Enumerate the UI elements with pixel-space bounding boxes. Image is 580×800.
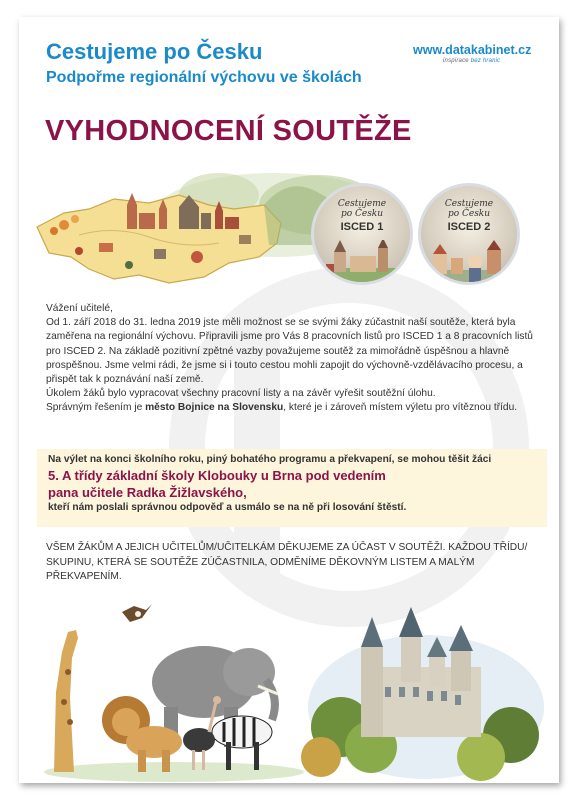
hero-illustration <box>19 165 559 310</box>
badge-isced-2[interactable] <box>418 183 520 285</box>
intro-paragraph: Od 1. září 2018 do 31. ledna 2019 jste měli možnost se se svými žáky zúčastnit naší soutěže, která byla zaměřena na regionální výchovu. Připravili jsme pro Vás 8 pracovních listů pro ISCED 1 a 8 pracovních listů pro ISCED 2. Na základě pozitivní zpětné vazby považujeme soutěž za mimořádně úspěšnou a hlavně prospěšnou. Jsme velmi rádi, že jsme si i touto cestou mohli zapojit do výchovně-vzdělávacího procesu, a přispět tak k poznávání naší země. <box>46 317 533 386</box>
badge-1-level: ISCED 1 <box>340 221 384 233</box>
solution-text-2: , které je i zároveň místem výletu pro vítěznou třídu. <box>283 402 518 414</box>
page-subtitle: Podpořme regionální výchovu ve školách <box>46 69 362 86</box>
body-text <box>46 302 541 416</box>
bojnice-castle-illustration <box>301 607 551 782</box>
poster-page <box>19 17 559 783</box>
badge-1-title <box>314 199 410 219</box>
logo-tagline <box>443 58 500 64</box>
page-title: Cestujeme po Česku <box>46 39 263 64</box>
thanks-note: VŠEM ŽÁKŮM A JEJICH UČITELŮM/UČITELKÁM DĚKUJEME ZA ÚČAST V SOUTĚŽI. KAŽDOU TŘÍDU/ SKUPINU, KTERÁ SE SOUTĚŽE ZÚČASTNILA, ODMĚNÍME DĚKOVNÝM LISTEM A MALÝM PŘEKVAPENÍM. <box>46 542 528 582</box>
badge-1-title-line1: Cestujeme <box>337 199 387 209</box>
badge-2-title <box>421 199 517 219</box>
solution-paragraph <box>46 401 541 415</box>
town-illustration <box>429 240 509 282</box>
winner-outro: kteří nám poslali správnou odpověď a usmálo se na ně při losování štěstí. <box>48 502 407 513</box>
greeting: Vážení učitelé, <box>46 303 113 314</box>
logo-tagline-1: inspirace <box>443 58 471 64</box>
logo-text-3: .cz <box>514 43 532 57</box>
logo-text-1: www.data <box>413 43 471 57</box>
castle-illustration <box>322 240 402 282</box>
solution-text-1: Správným řešením je <box>46 402 146 414</box>
badge-2-title-line2: po Česku <box>447 209 491 219</box>
solution-answer: město Bojnice na Slovensku <box>145 402 284 414</box>
animals-illustration <box>34 602 304 782</box>
winner-announcement <box>48 453 538 515</box>
datakabinet-logo[interactable] <box>413 43 531 57</box>
winner-intro: Na výlet na konci školního roku, piný bohatého programu a překvapení, se mohou těšit žáci <box>48 454 492 465</box>
badge-2-level: ISCED 2 <box>447 221 491 233</box>
winner-teacher: pana učitele Radka Žižlavského, <box>48 485 247 500</box>
logo-tagline-2: bez hranic <box>470 58 501 64</box>
badge-1-title-line2: po Česku <box>340 209 384 219</box>
badge-2-title-line1: Cestujeme <box>444 199 494 209</box>
task-paragraph: Úkolem žáků bylo vypracovat všechny pracovní listy a na závěr vyřešit soutěžní úlohu. <box>46 388 436 400</box>
badge-isced-1[interactable] <box>311 183 413 285</box>
winner-class: 5. A třídy základní školy Klobouky u Brna pod vedením <box>48 468 386 483</box>
headline: VYHODNOCENÍ SOUTĚŽE <box>45 115 412 147</box>
logo-text-2: kabinet <box>470 43 515 57</box>
